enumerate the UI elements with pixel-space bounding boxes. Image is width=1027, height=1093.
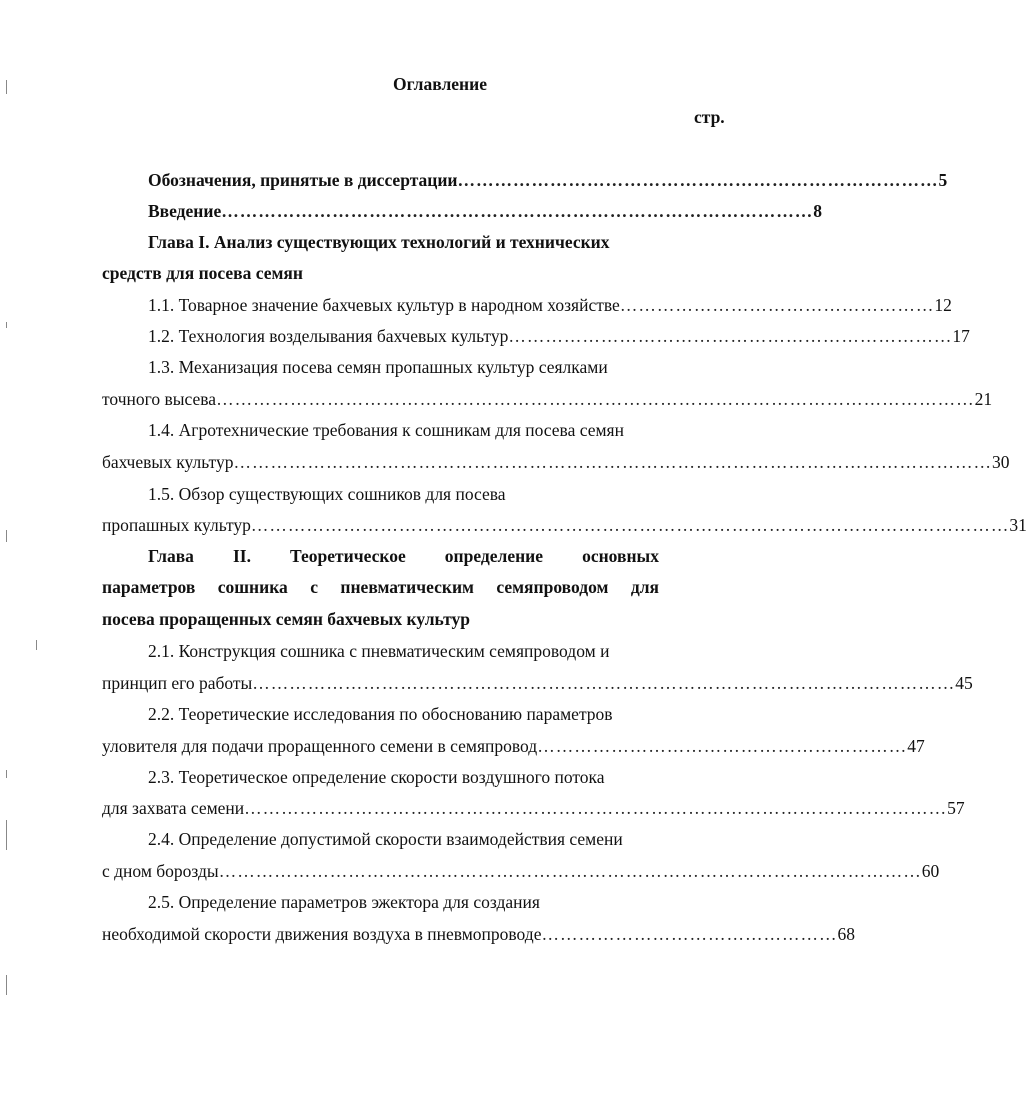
toc-entry-2-1[interactable] bbox=[102, 672, 973, 694]
toc-entry-page: 45 bbox=[955, 673, 973, 693]
heading-word: Глава bbox=[148, 546, 194, 566]
toc-entry-1-5[interactable] bbox=[102, 514, 1027, 536]
dot-leader: …………………………………………………………………………………………………… bbox=[218, 861, 922, 881]
toc-entry-2-2[interactable] bbox=[102, 735, 925, 757]
chapter-2-heading-line2 bbox=[102, 576, 659, 598]
toc-entry-title: пропашных культур bbox=[102, 515, 251, 535]
dot-leader: …………………………………………………………………………………………………………… bbox=[233, 452, 992, 472]
toc-entry-title: уловителя для подачи проращенного семени в семяпровод bbox=[102, 736, 538, 756]
toc-entry-title: точного высева bbox=[102, 389, 217, 409]
heading-word: основных bbox=[582, 546, 659, 566]
toc-entry-page: 47 bbox=[907, 736, 925, 756]
toc-entry-page: 31 bbox=[1009, 515, 1027, 535]
toc-entry-2-5-line1: 2.5. Определение параметров эжектора для создания bbox=[148, 892, 540, 912]
toc-entry-title: бахчевых культур bbox=[102, 452, 234, 472]
toc-entry-2-2-line1: 2.2. Теоретические исследования по обоснованию параметров bbox=[148, 704, 613, 724]
heading-word: семяпроводом bbox=[496, 577, 609, 597]
toc-entry-page: 21 bbox=[974, 389, 993, 409]
toc-entry-title: с дном борозды bbox=[102, 861, 219, 881]
dot-leader: ………………………………………… bbox=[541, 924, 838, 944]
toc-entry-title: 1.1. Товарное значение бахчевых культур в народном хозяйстве bbox=[148, 295, 620, 315]
toc-entry-2-3[interactable] bbox=[102, 797, 965, 819]
toc-entry-2-4[interactable] bbox=[102, 860, 940, 882]
chapter-1-heading-line1: Глава I. Анализ существующих технологий и технических bbox=[148, 232, 610, 252]
page-column-label: стр. bbox=[694, 107, 725, 127]
toc-entry-2-3-line1: 2.3. Теоретическое определение скорости воздушного потока bbox=[148, 767, 605, 787]
toc-entry-page: 17 bbox=[952, 326, 970, 346]
toc-entry-title: принцип его работы bbox=[102, 673, 253, 693]
dot-leader: …………………………………………………………………………………………………… bbox=[252, 673, 956, 693]
toc-entry-2-4-line1: 2.4. Определение допустимой скорости взаимодействия семени bbox=[148, 829, 623, 849]
scan-margin-mark bbox=[6, 820, 7, 850]
toc-entry-introduction[interactable] bbox=[148, 200, 822, 222]
toc-entry-1-4[interactable] bbox=[102, 451, 1010, 473]
dot-leader: …………………………………………………………………………………………………………… bbox=[250, 515, 1010, 535]
heading-word: пневматическим bbox=[340, 577, 474, 597]
dot-leader: …………………………………………… bbox=[619, 295, 935, 315]
heading-word: параметров bbox=[102, 577, 196, 597]
scan-margin-mark bbox=[6, 530, 7, 542]
page-title: Оглавление bbox=[393, 74, 487, 94]
toc-entry-title: Введение bbox=[148, 201, 222, 221]
chapter-2-heading-line1 bbox=[148, 545, 659, 567]
heading-word: сошника bbox=[217, 577, 288, 597]
toc-entry-title: Обозначения, принятые в диссертации bbox=[148, 170, 458, 190]
scan-margin-mark bbox=[6, 322, 7, 328]
dot-leader: ……………………………………………………………… bbox=[508, 326, 953, 346]
toc-entry-page: 12 bbox=[934, 295, 952, 315]
dot-leader: …………………………………………………… bbox=[537, 736, 908, 756]
toc-entry-title: для захвата семени bbox=[102, 798, 245, 818]
toc-entry-page: 60 bbox=[921, 861, 940, 881]
dot-leader: …………………………………………………………………………………………………… bbox=[244, 798, 948, 818]
chapter-2-heading-line3: посева проращенных семян бахчевых культур bbox=[102, 609, 470, 629]
heading-word: II. bbox=[232, 546, 251, 566]
toc-entry-2-1-line1: 2.1. Конструкция сошника с пневматическим семяпроводом и bbox=[148, 641, 610, 661]
toc-entry-1-2[interactable] bbox=[148, 325, 970, 347]
scan-margin-mark bbox=[6, 770, 7, 778]
toc-entry-page: 68 bbox=[837, 924, 855, 944]
toc-entry-page: 8 bbox=[813, 201, 822, 221]
scan-margin-mark bbox=[36, 640, 37, 650]
heading-word: Теоретическое bbox=[290, 546, 406, 566]
toc-entry-notations[interactable] bbox=[148, 169, 948, 191]
toc-entry-page: 30 bbox=[991, 452, 1010, 472]
toc-entry-page: 5 bbox=[938, 170, 948, 190]
dot-leader: …………………………………………………………………………………… bbox=[221, 201, 814, 221]
toc-entry-1-3[interactable] bbox=[102, 388, 993, 410]
toc-entry-title: необходимой скорости движения воздуха в пневмопроводе bbox=[102, 924, 542, 944]
dot-leader: …………………………………………………………………………………………………………… bbox=[216, 389, 975, 409]
toc-entry-2-5[interactable] bbox=[102, 923, 855, 945]
heading-word: для bbox=[630, 577, 659, 597]
toc-entry-1-3-line1: 1.3. Механизация посева семян пропашных культур сеялками bbox=[148, 357, 608, 377]
heading-word: определение bbox=[444, 546, 544, 566]
toc-entry-1-4-line1: 1.4. Агротехнические требования к сошникам для посева семян bbox=[148, 420, 624, 440]
toc-entry-1-5-line1: 1.5. Обзор существующих сошников для посева bbox=[148, 484, 506, 504]
heading-word: с bbox=[310, 577, 318, 597]
scan-margin-mark bbox=[6, 975, 7, 995]
chapter-1-heading-line2: средств для посева семян bbox=[102, 263, 303, 283]
toc-entry-title: 1.2. Технология возделывания бахчевых культур bbox=[148, 326, 509, 346]
toc-entry-page: 57 bbox=[947, 798, 965, 818]
toc-entry-1-1[interactable] bbox=[148, 294, 952, 316]
dot-leader: …………………………………………………………………… bbox=[457, 170, 939, 190]
